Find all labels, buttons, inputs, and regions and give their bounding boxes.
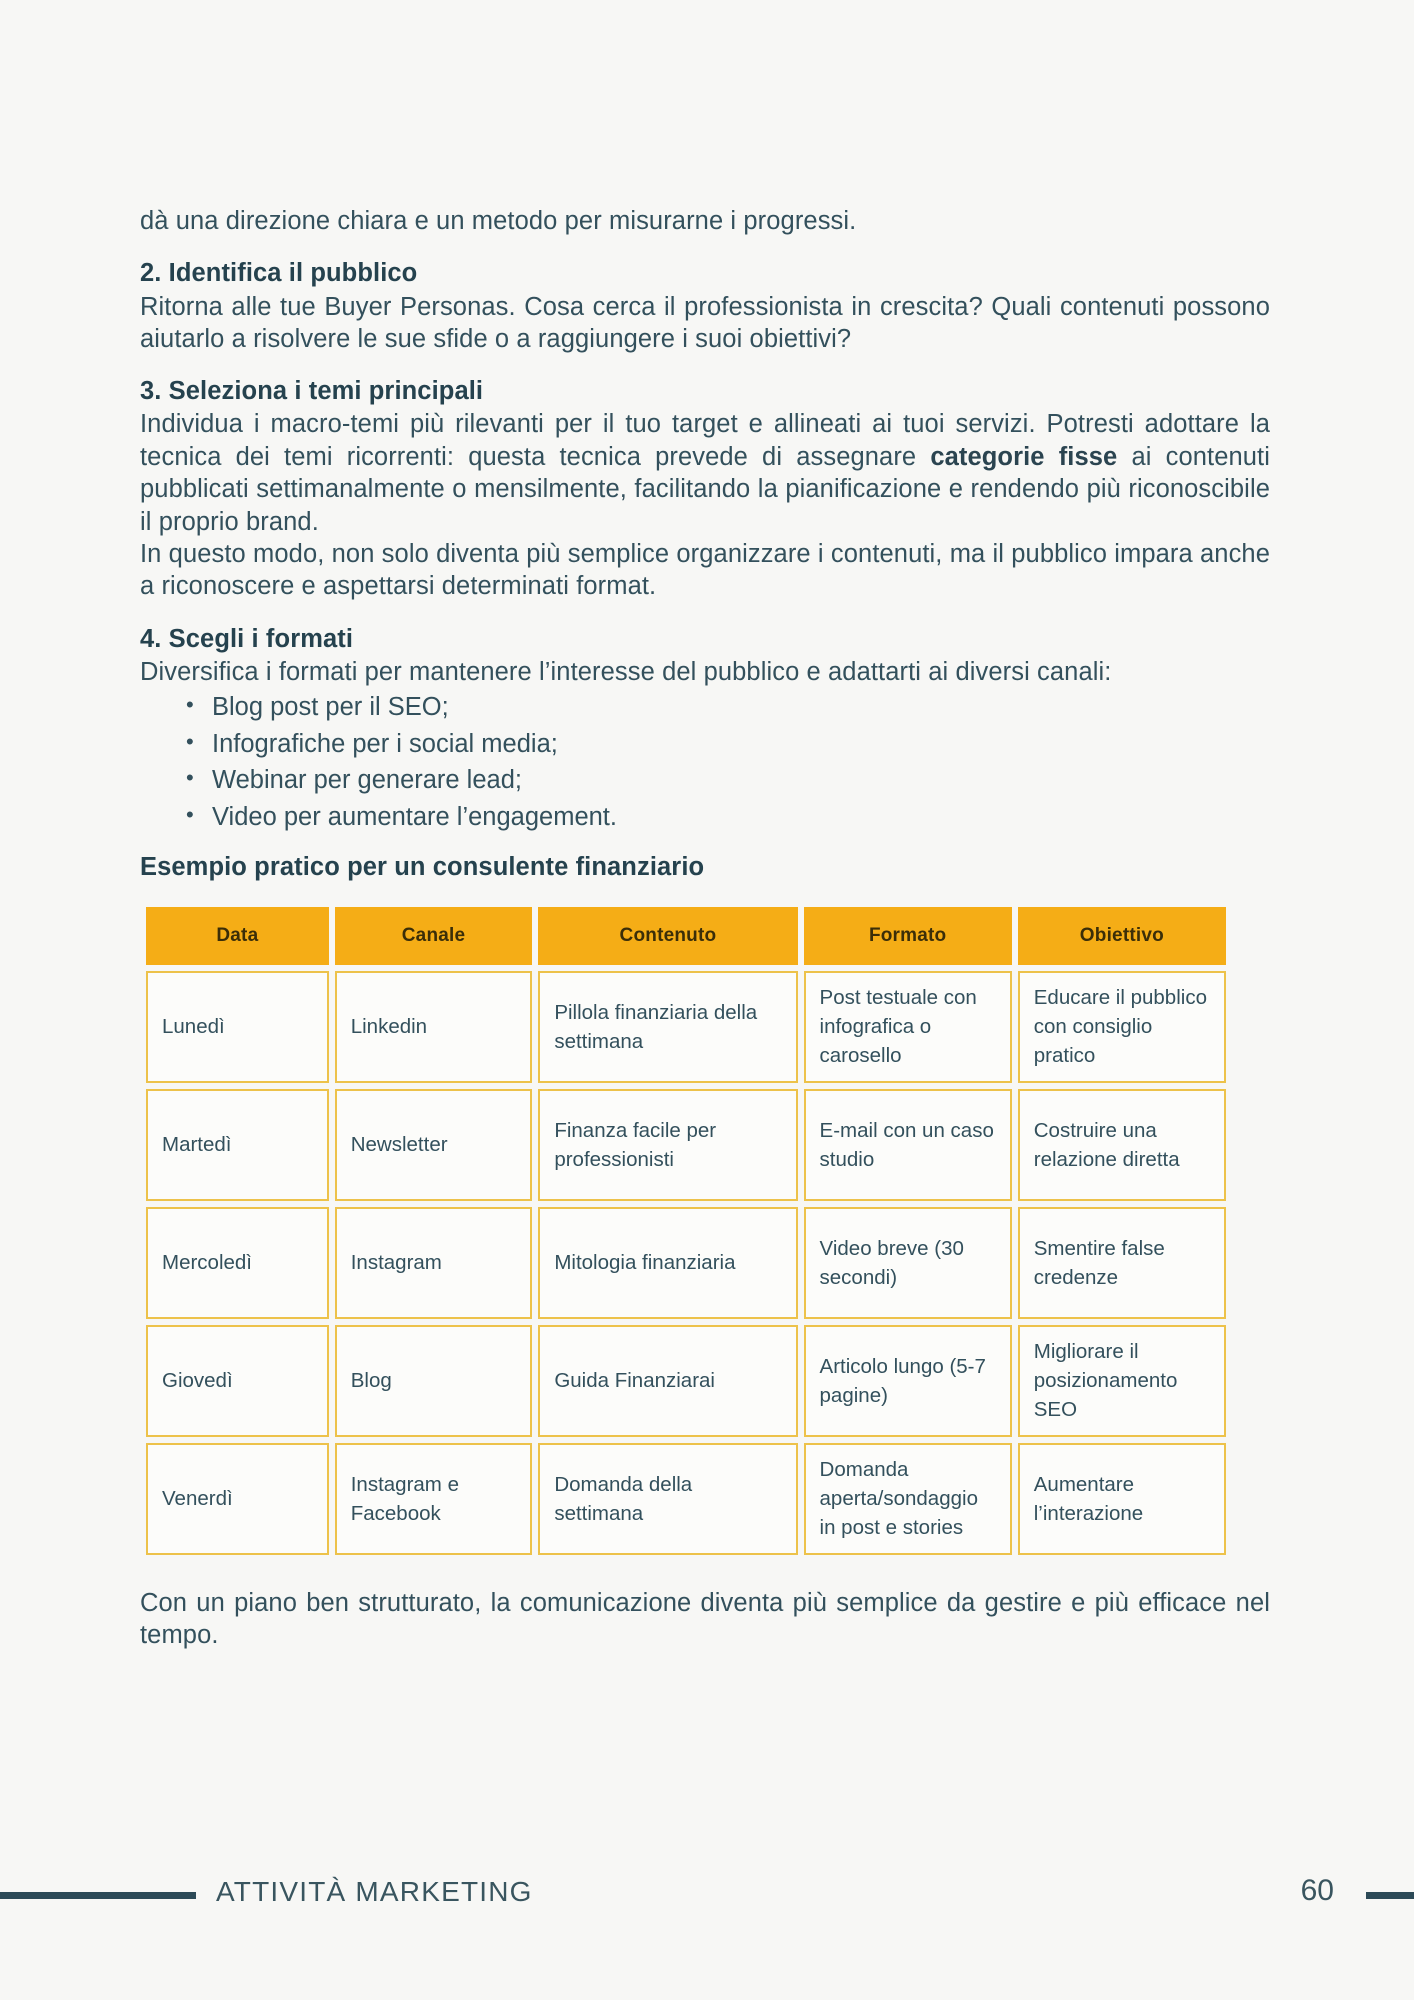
cell-formato: Video breve (30 secondi) — [804, 1207, 1012, 1319]
cell-canale: Instagram e Facebook — [335, 1443, 533, 1555]
page-content — [140, 205, 1270, 1651]
table-row — [146, 971, 1226, 1083]
table-header — [146, 907, 1226, 965]
column-header-canale: Canale — [335, 907, 533, 965]
table-row — [146, 1443, 1226, 1555]
footer-rule-left — [0, 1892, 196, 1899]
section-paragraph-identifica-il-pubblico: Ritorna alle tue Buyer Personas. Cosa cerca il professionista in crescita? Quali contenuti possono aiutarlo a risolvere le sue sfide o a raggiungere i suoi obiettivi? — [140, 292, 1270, 353]
table-row — [146, 1325, 1226, 1437]
cell-obiettivo: Educare il pubblico con consiglio pratico — [1018, 971, 1226, 1083]
cell-canale: Instagram — [335, 1207, 533, 1319]
cell-data: Lunedì — [146, 971, 329, 1083]
cell-formato: Domanda aperta/sondaggio in post e stories — [804, 1443, 1012, 1555]
spacer — [140, 355, 1270, 375]
paragraph-text-part-1: Individua i macro-temi più rilevanti per il tuo target e allineati ai tuoi servizi. Potresti adottare la tecnica dei temi ricorrenti: questa tecnica prevede di assegnare — [140, 410, 1270, 471]
intro-continuation-paragraph: dà una direzione chiara e un metodo per misurarne i progressi. — [140, 207, 857, 235]
column-header-obiettivo: Obiettivo — [1018, 907, 1226, 965]
cell-formato: Post testuale con infografica o carosello — [804, 971, 1012, 1083]
spacer — [140, 603, 1270, 623]
cell-contenuto: Mitologia finanziaria — [538, 1207, 797, 1319]
column-header-data: Data — [146, 907, 329, 965]
paragraph-text-part-2: ai contenuti pubblicati settimanalmente o mensilmente, facilitando la pianificazione e rendendo più riconoscibile il proprio brand. — [140, 442, 1270, 536]
cell-contenuto: Finanza facile per professionisti — [538, 1089, 797, 1201]
spacer — [140, 1561, 1270, 1587]
cell-obiettivo: Costruire una relazione diretta — [1018, 1089, 1226, 1201]
cell-canale: Blog — [335, 1325, 533, 1437]
cell-formato: E-mail con un caso studio — [804, 1089, 1012, 1201]
cell-canale: Newsletter — [335, 1089, 533, 1201]
footer-label: ATTIVITÀ MARKETING — [216, 1876, 533, 1907]
cell-obiettivo: Smentire false credenze — [1018, 1207, 1226, 1319]
cell-contenuto: Guida Finanziarai — [538, 1325, 797, 1437]
cell-canale: Linkedin — [335, 971, 533, 1083]
list-item: • Webinar per generare lead; — [186, 765, 1270, 797]
cell-data: Martedì — [146, 1089, 329, 1201]
editorial-plan-table — [140, 901, 1232, 1561]
spacer — [140, 237, 1270, 257]
list-item: • Infografiche per i social media; — [186, 729, 1270, 761]
table-header-row — [146, 907, 1226, 965]
section-heading-identifica-il-pubblico: 2. Identifica il pubblico — [140, 259, 418, 288]
table-row — [146, 1089, 1226, 1201]
column-header-contenuto: Contenuto — [538, 907, 797, 965]
list-item: • Video per aumentare l’engagement. — [186, 802, 1270, 834]
list-item: • Blog post per il SEO; — [186, 692, 1270, 724]
section-heading-seleziona-i-temi-principali: 3. Seleziona i temi principali — [140, 377, 484, 406]
spacer — [140, 839, 1270, 853]
table-row — [146, 1207, 1226, 1319]
section-heading-scegli-i-formati: 4. Scegli i formati — [140, 624, 354, 653]
cell-contenuto: Pillola finanziaria della settimana — [538, 971, 797, 1083]
cell-contenuto: Domanda della settimana — [538, 1443, 797, 1555]
formats-list — [140, 692, 1270, 833]
section-paragraph-scegli-i-formati: Diversifica i formati per mantenere l’interesse del pubblico e adattarti ai diversi canali: — [140, 657, 1112, 686]
cell-data: Mercoledì — [146, 1207, 329, 1319]
cell-data: Giovedì — [146, 1325, 329, 1437]
closing-paragraph: Con un piano ben strutturato, la comunicazione diventa più semplice da gestire e più efficace nel tempo. — [140, 1588, 1270, 1649]
table-title: Esempio pratico per un consulente finanziario — [140, 852, 705, 881]
cell-obiettivo: Migliorare il posizionamento SEO — [1018, 1325, 1226, 1437]
section-paragraph-in-questo-modo: In questo modo, non solo diventa più semplice organizzare i contenuti, ma il pubblico impara anche a riconoscere e aspettarsi determinati format. — [140, 539, 1270, 601]
paragraph-bold-categorie-fisse: categorie fisse — [930, 442, 1118, 471]
table-body — [146, 971, 1226, 1555]
cell-data: Venerdì — [146, 1443, 329, 1555]
cell-formato: Articolo lungo (5-7 pagine) — [804, 1325, 1012, 1437]
column-header-formato: Formato — [804, 907, 1012, 965]
footer-rule-right — [1366, 1892, 1414, 1899]
cell-obiettivo: Aumentare l’interazione — [1018, 1443, 1226, 1555]
page-number: 60 — [1300, 1874, 1334, 1907]
section-paragraph-seleziona-i-temi — [140, 408, 1270, 538]
page-footer — [0, 1850, 1414, 2000]
